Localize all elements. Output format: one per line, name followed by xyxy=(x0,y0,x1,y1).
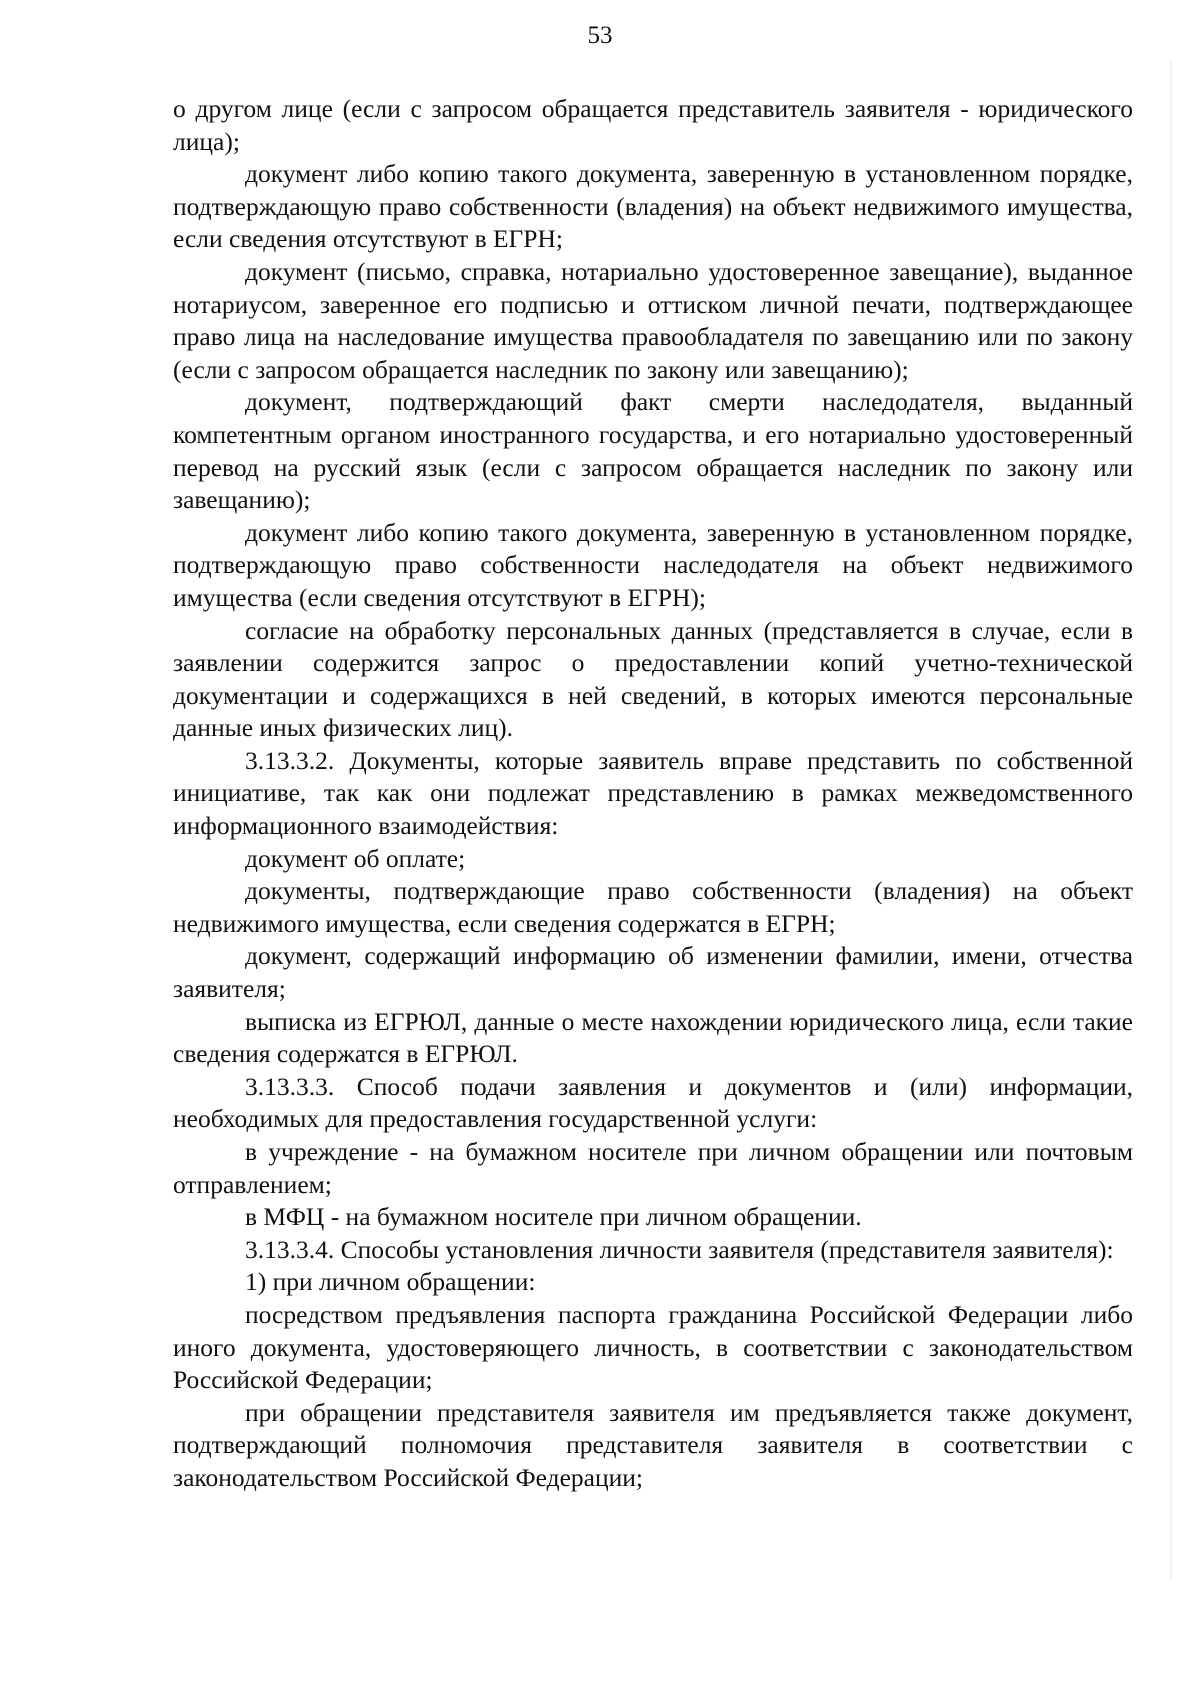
paragraph-4: документ, подтверждающий факт смерти наследодателя, выданный компетентным органом иностранного государства, и его нотариально удостоверенный перевод на русский язык (если с запросом обращается наследник по закону или завещанию); xyxy=(173,387,1133,515)
paragraph-7: 3.13.3.2. Документы, которые заявитель вправе представить по собственной инициативе, так как они подлежат представлению в рамках межведомственного информационного взаимодействия: xyxy=(173,745,1133,841)
paragraph-17: посредством предъявления паспорта гражданина Российской Федерации либо иного документа, удостоверяющего личность, в соответствии с законодательством Российской Федерации; xyxy=(173,1299,1133,1395)
paragraph-1: о другом лице (если с запросом обращается представитель заявителя - юридического лица); xyxy=(173,94,1133,156)
paragraph-16: 1) при личном обращении: xyxy=(245,1267,536,1297)
page-number: 53 xyxy=(587,22,613,49)
paragraph-13: в учреждение - на бумажном носителе при личном обращении или почтовым отправлением; xyxy=(173,1137,1133,1199)
paragraph-18: при обращении представителя заявителя им предъявляется также документ, подтверждающий полномочия представителя заявителя в соответствии с законодательством Российской Федерации; xyxy=(173,1397,1133,1492)
paragraph-11: выписка из ЕГРЮЛ, данные о месте нахождении юридического лица, если такие сведения содержатся в ЕГРЮЛ. xyxy=(173,1006,1133,1069)
paragraph-3: документ (письмо, справка, нотариально удостоверенное завещание), выданное нотариусом, заверенное его подписью и оттиском личной печати, подтверждающее право лица на наследование имущества правообладателя по завещанию или по закону (если с запросом обращается наследник по закону или завещанию); xyxy=(173,256,1133,384)
paragraph-2: документ либо копию такого документа, заверенную в установленном порядке, подтверждающую право собственности (владения) на объект недвижимого имущества, если сведения отсутствуют в ЕГРН; xyxy=(173,159,1133,254)
paragraph-12: 3.13.3.3. Способ подачи заявления и документов и (или) информации, необходимых для предоставления государственной услуги: xyxy=(173,1071,1133,1134)
paragraph-15: 3.13.3.4. Способы установления личности заявителя (представителя заявителя): xyxy=(245,1234,1114,1264)
scan-artifact-right xyxy=(1170,60,1172,1580)
paragraph-14: в МФЦ - на бумажном носителе при личном обращении. xyxy=(245,1202,862,1232)
document-body xyxy=(173,93,1133,1495)
paragraph-6: согласие на обработку персональных данных (представляется в случае, если в заявлении содержится запрос о предоставлении копий учетно-технической документации и содержащихся в ней сведений, в которых имеются персональные данные иных физических лиц). xyxy=(173,615,1133,743)
paragraph-9: документы, подтверждающие право собственности (владения) на объект недвижимого имущества, если сведения содержатся в ЕГРН; xyxy=(173,876,1133,938)
paragraph-10: документ, содержащий информацию об изменении фамилии, имени, отчества заявителя; xyxy=(173,941,1133,1004)
paragraph-5: документ либо копию такого документа, заверенную в установленном порядке, подтверждающую право собственности наследодателя на объект недвижимого имущества (если сведения отсутствуют в ЕГРН); xyxy=(173,517,1133,612)
paragraph-8: документ об оплате; xyxy=(245,843,466,873)
